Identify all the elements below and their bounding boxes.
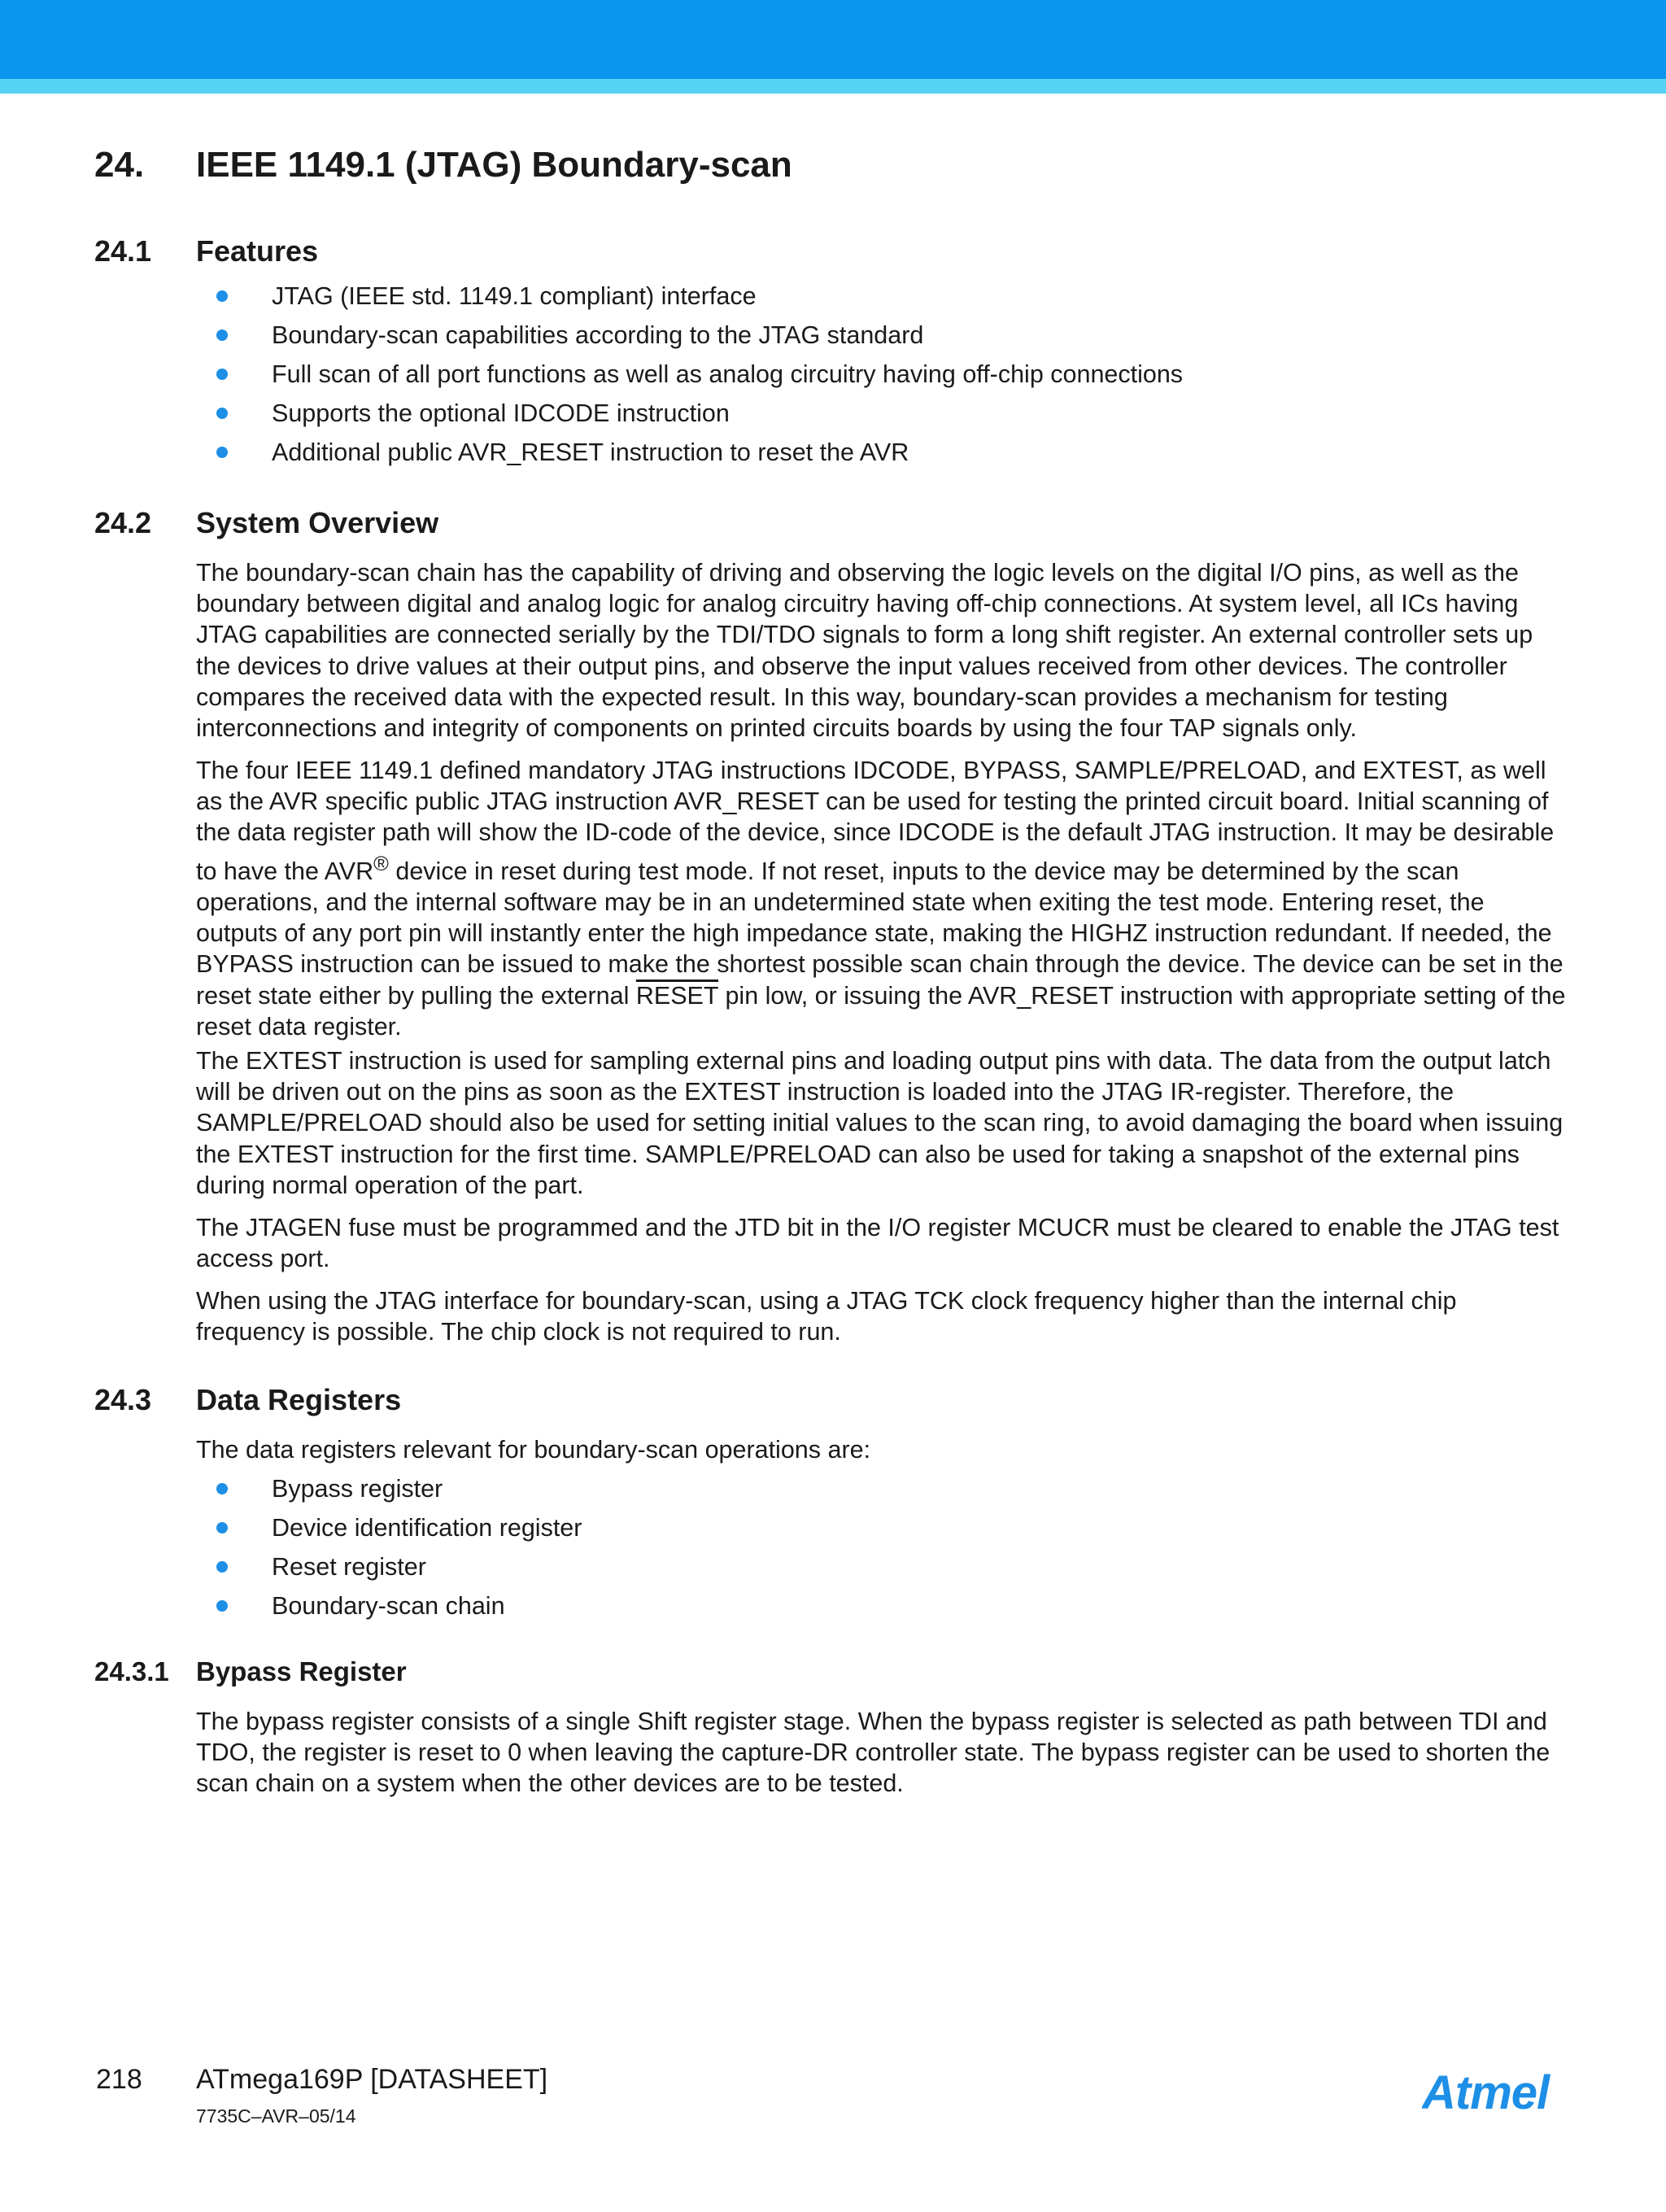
list-item: Reset register (216, 1547, 582, 1586)
overview-paragraph-1: The boundary-scan chain has the capability of driving and observing the logic levels on the digital I/O pins, as well as the boundary between digital and analog logic for analog circuitry having off-chip connections. At system level, all ICs having JTAG capabilities are connected serially by the TDI/TDO signals to form a long shift register. An external controller sets up the devices to drive values at their output pins, and observe the input values received from other devices. The controller compares the received data with the expected result. In this way, boundary-scan provides a mechanism for testing interconnections and integrity of components on printed circuits boards by using the four TAP signals only. (196, 559, 1533, 743)
list-item: Full scan of all port functions as well as analog circuitry having off-chip connections (216, 355, 1183, 394)
section-title: Bypass Register (196, 1656, 407, 1686)
chapter-title: IEEE 1149.1 (JTAG) Boundary-scan (196, 145, 792, 185)
registered-mark: ® (373, 852, 389, 875)
list-item: JTAG (IEEE std. 1149.1 compliant) interface (216, 277, 1183, 316)
section-number: 24.2 (94, 506, 152, 539)
chapter-heading (94, 145, 792, 185)
features-heading (94, 234, 318, 268)
list-item: Boundary-scan chain (216, 1586, 582, 1625)
chapter-number: 24. (94, 145, 145, 185)
list-item: Device identification register (216, 1508, 582, 1547)
logo-text: Atmel (1422, 2066, 1550, 2118)
paragraph-text: The four IEEE 1149.1 defined mandatory JTAG instructions IDCODE, BYPASS, SAMPLE/PRELOAD, and EXTEST, as well as the AVR specific public JTAG instruction AVR_RESET can be used for testing the printed circuit board. Initial scanning of the data register path will show the ID-code of the device, since IDCODE is the default JTAG instruction. It may be desirable to have the AVR (196, 757, 1555, 885)
overview-paragraph-5: When using the JTAG interface for boundary-scan, using a JTAG TCK clock frequency higher than the internal chip frequency is possible. The chip clock is not required to run. (196, 1287, 1457, 1346)
section-number: 24.3 (94, 1383, 152, 1416)
footer-title: ATmega169P [DATASHEET] (196, 2064, 548, 2095)
list-item: Bypass register (216, 1469, 582, 1508)
paragraph-text: device in reset during test mode. If not reset, inputs to the device may be determined by the scan operations, and the internal software may be in an undetermined state when exiting the test mode. Entering reset, the outputs of any port pin will instantly enter the high impedance state, making the HIGHZ instruction redundant. If needed, the BYPASS instruction can be issued to make the shortest possible scan chain through the device. The device can be set in the reset state either by pulling the external (196, 857, 1564, 1010)
overview-paragraph-3: The EXTEST instruction is used for sampling external pins and loading output pins with data. The data from the output latch will be driven out on the pins as soon as the EXTEST instruction is loaded into the JTAG IR-register. Therefore, the SAMPLE/PRELOAD should also be used for setting initial values to the scan ring, to avoid damaging the board when issuing the EXTEST instruction for the first time. SAMPLE/PRELOAD can also be used for taking a snapshot of the external pins during normal operation of the part. (196, 1047, 1564, 1199)
list-item: Additional public AVR_RESET instruction to reset the AVR (216, 433, 1183, 472)
section-title: Features (196, 234, 319, 268)
document-id: 7735C–AVR–05/14 (196, 2105, 356, 2127)
features-list (216, 277, 1183, 472)
section-number: 24.3.1 (94, 1656, 169, 1686)
bypass-heading (94, 1656, 407, 1687)
bypass-paragraph: The bypass register consists of a single Shift register stage. When the bypass register is selected as path between TDI and TDO, the register is reset to 0 when leaving the capture-DR controller state. The bypass register can be used to shorten the scan chain on a system when the other devices are to be tested. (196, 1708, 1550, 1798)
page-number: 218 (96, 2064, 142, 2095)
paragraph-text: pin low, or issuing the AVR_RESET instruction with appropriate setting of the reset data register. (196, 981, 1566, 1041)
overview-paragraph-4: The JTAGEN fuse must be programmed and the JTD bit in the I/O register MCUCR must be cleared to enable the JTAG test access port. (196, 1214, 1559, 1273)
reset-signal: RESET (635, 981, 718, 1010)
data-registers-heading (94, 1383, 401, 1417)
section-title: System Overview (196, 506, 439, 539)
data-registers-list (216, 1469, 582, 1625)
overview-heading (94, 506, 438, 540)
header-bar (0, 0, 1666, 79)
section-title: Data Registers (196, 1383, 402, 1416)
overview-paragraph-2 (196, 755, 1571, 1042)
header-stripe (0, 79, 1666, 94)
list-item: Boundary-scan capabilities according to the JTAG standard (216, 316, 1183, 355)
list-item: Supports the optional IDCODE instruction (216, 394, 1183, 433)
section-number: 24.1 (94, 234, 152, 268)
atmel-logo (1422, 2066, 1573, 2118)
data-registers-intro: The data registers relevant for boundary-scan operations are: (196, 1436, 871, 1464)
